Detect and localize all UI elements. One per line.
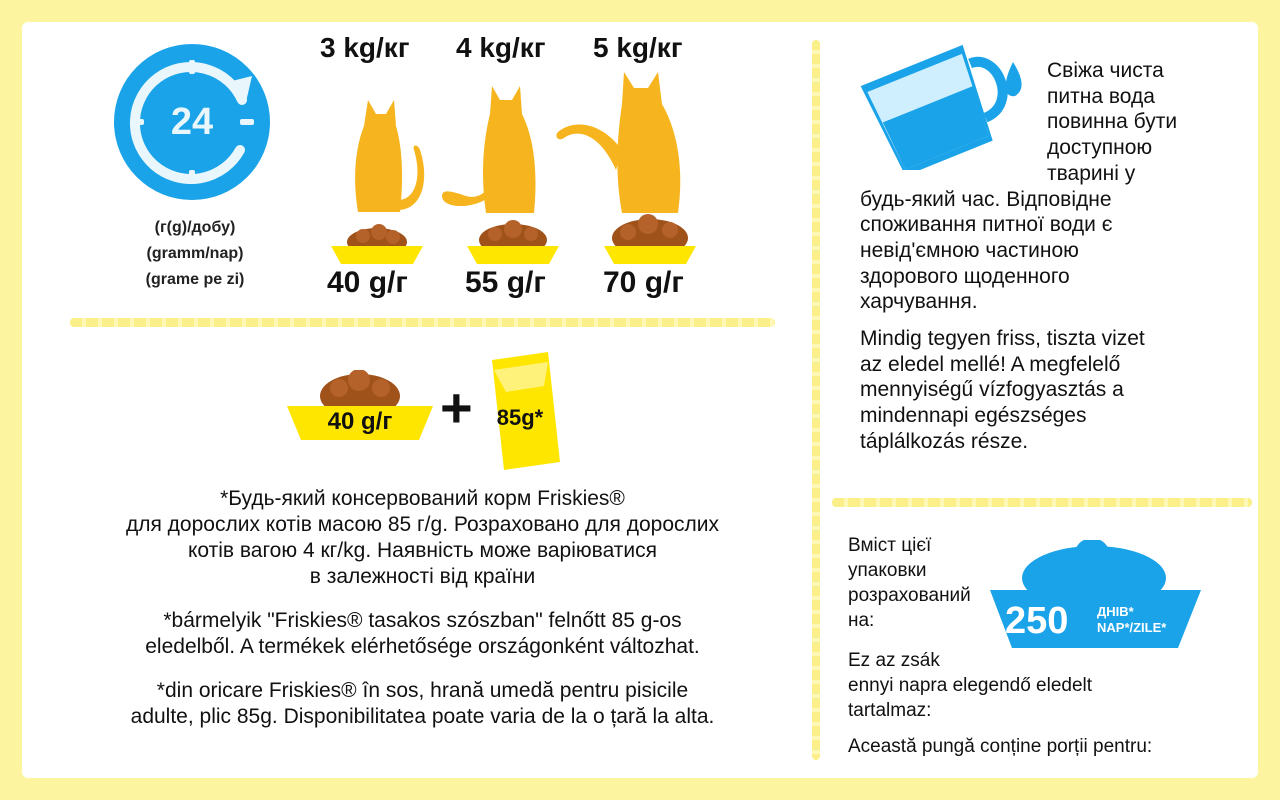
package-hu-line: Ez az zsák: [848, 650, 940, 671]
weight-label-4kg: 4 kg/кг: [456, 32, 546, 63]
package-ua-line: розрахований: [848, 585, 971, 606]
combo-dry-amount: 40 g/г: [327, 408, 393, 435]
daily-unit-ro: (grame pe zi): [145, 271, 245, 288]
amount-label-3kg: 40 g/г: [327, 266, 408, 299]
water-ua-line: харчування.: [860, 290, 978, 314]
water-ua-line: питна вода: [1047, 84, 1155, 108]
water-ua-line: доступною: [1047, 136, 1153, 160]
food-bowl-3kg: [327, 218, 427, 266]
vertical-divider: [812, 40, 820, 760]
package-hu-line: ennyi napra elegendő eledelt: [848, 675, 1093, 696]
food-bowl-4kg: [463, 218, 563, 266]
plus-icon: +: [440, 376, 473, 439]
water-text-hu: [860, 326, 1240, 455]
note-ro: [70, 678, 775, 730]
package-text-hu: [848, 648, 1092, 723]
amount-label-5kg: 70 g/г: [603, 266, 684, 299]
water-ua-line: споживання питної води є: [860, 213, 1113, 237]
package-ro-line: Această pungă conține porții pentru:: [848, 736, 1153, 757]
water-ua-line: будь-який час. Відповідне: [860, 187, 1112, 211]
cat-large-icon: [552, 70, 692, 217]
water-hu-line: táplálkozás része.: [860, 429, 1029, 453]
days-unit: [1097, 604, 1166, 636]
days-unit-hu-ro: NAP*/ZILE*: [1097, 620, 1167, 635]
water-ua-line: здорового щоденного: [860, 264, 1070, 288]
combo-wet-amount: 85g*: [496, 405, 544, 430]
water-hu-line: Mindig tegyen friss, tiszta vizet: [860, 327, 1145, 350]
note-ua-line: для дорослих котів масою 85 г/g. Розраховано для дорослих: [125, 513, 720, 536]
water-ua-line: невід'ємною частиною: [860, 238, 1079, 262]
food-bowl-5kg: [600, 214, 700, 266]
cat-small-icon: [340, 96, 430, 216]
daily-units: [110, 215, 280, 293]
package-text-ua: [848, 533, 971, 633]
weight-label-5kg: 5 kg/кг: [593, 32, 683, 63]
note-hu-line: *bármelyik "Friskies® tasakos szószban" felnőtt 85 g-os: [163, 609, 682, 632]
note-ro-line: adulte, plic 85g. Disponibilitatea poate varia de la o țară la alta.: [130, 705, 715, 728]
water-ua-line: Свіжа чиста: [1047, 59, 1164, 82]
days-count: 250: [1005, 600, 1069, 642]
daily-unit-hu: (gramm/nap): [146, 245, 244, 262]
water-ua-line: тварині у: [1047, 161, 1136, 185]
water-text-ua: [860, 58, 1240, 315]
days-unit-ua: ДНІВ*: [1097, 604, 1134, 619]
note-hu: [70, 608, 775, 660]
water-hu-line: az eledel mellé! A megfelelő: [860, 352, 1121, 376]
note-hu-line: eledelből. A termékek elérhetősége országonként változhat.: [145, 635, 700, 658]
package-ua-line: упаковки: [848, 560, 927, 581]
package-text-ro: [848, 734, 1152, 759]
cat-medium-icon: [440, 82, 550, 217]
weight-label-3kg: 3 kg/кг: [320, 32, 410, 63]
horizontal-divider-right: [832, 498, 1252, 507]
note-ua: [70, 486, 775, 590]
amount-label-4kg: 55 g/г: [465, 266, 546, 299]
note-ua-line: *Будь-який консервований корм Friskies®: [220, 487, 625, 510]
package-hu-line: tartalmaz:: [848, 700, 932, 721]
package-ua-line: Вміст цієї: [848, 535, 932, 556]
clock-hours: 24: [170, 101, 214, 143]
daily-unit-ua: (г(g)/добу): [154, 219, 236, 236]
clock-24-icon: [112, 42, 272, 202]
water-ua-line: повинна бути: [1047, 110, 1178, 134]
note-ua-line: в залежності від країни: [309, 565, 536, 588]
note-ua-line: котів вагою 4 кг/kg. Наявність може варіюватися: [187, 539, 658, 562]
package-ua-line: на:: [848, 610, 875, 631]
horizontal-divider-left: [70, 318, 775, 327]
note-ro-line: *din oricare Friskies® în sos, hrană umedă pentru pisicile: [156, 679, 689, 702]
water-hu-line: mindennapi egészséges: [860, 404, 1087, 428]
water-hu-line: mennyiségű vízfogyasztás a: [860, 378, 1124, 402]
